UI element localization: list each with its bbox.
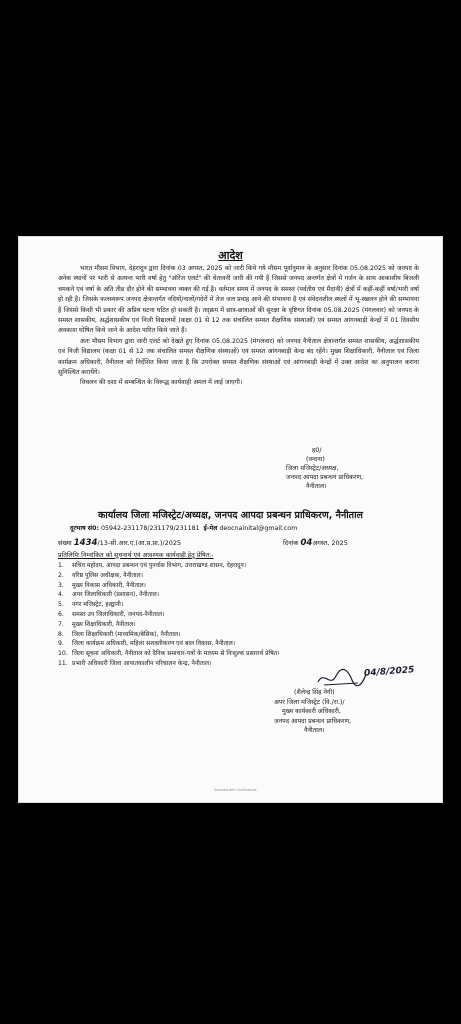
list-text: अपर जिलाधिकारी (प्रशासन), नैनीताल। — [72, 591, 160, 599]
issuer-signature-block — [286, 446, 436, 491]
document-page — [18, 236, 443, 803]
list-item — [58, 571, 438, 581]
distribution-list — [58, 561, 438, 669]
phone-label: दूरभाष सं0: — [70, 525, 99, 532]
list-item — [58, 590, 438, 600]
list-number: 2. — [58, 571, 64, 579]
list-text: वरिष्ठ पुलिस अधीक्षक, नैनीताल। — [72, 571, 143, 579]
list-text: मुख्य शिक्षाधिकारी, नैनीताल। — [72, 620, 136, 628]
order-paragraph: भारत मौसम विभाग, देहरादून द्वारा दिनांक 03 अगस्त, 2025 को जारी किये गये मौसम पूर्वानुमान के अनुसार दिनांक 05.08.2025 को जनपद के अनेक स्थानों पर भारी से अत्यन्त भारी वर्षा हेतु "ऑरेंज एलर्ट" की चेतावनी जारी की गयी है जिससे जनपद अन्तर्गत क्षेत्रों में गर्जन के साथ आकाशीय बिजली चमकने एवं वर्षा के अति तीव्र दौर होने की सम्भावना व्यक्त की गई है। वर्तमान समय में जनपद के समस्त (पर्वतीय एवं मैदानी) क्षेत्रों में कहीं-कहीं वर्षा/भारी वर्षा हो रही है। जिसके फलस्वरूप जनपद क्षेत्रान्तर्गत नदियों/नालों/गदेरों में तेज जल प्रवाह आने की संभावना है एवं संवेदनशील स्थलों में भू-स्खलन होने की सम्भावना है जिससे किसी भी प्रकार की अप्रिय घटना घटित हो सकती है। तद्क्रम में छात्र-छात्राओं की सुरक्षा के दृष्टिगत दिनांक 05.08.2025 (मंगलवार) को जनपद के समस्त शासकीय, अर्द्धशासकीय एवं निजी विद्यालयों (कक्षा 01 से 12 तक संचालित समस्त शैक्षणिक संस्थाओं) एवं समस्त आंगनबाड़ी केन्द्रों में 01 दिवसीय अवकाश घोषित किये जाने के आदेश पारित किये जाते हैं। — [58, 265, 419, 335]
list-text: जिला सूचना अधिकारी, नैनीताल को दैनिक समाचार-पत्रों के माध्यम से निःशुल्क प्रसारार्थ प्रेषित। — [72, 650, 280, 658]
copy-to-heading: प्रतिलिपिः निम्नांकित को सूचनार्थ एवं आवश्यक कार्यवाही हेतु प्रेषित:- — [58, 552, 214, 559]
list-item — [58, 630, 438, 640]
officer-signature-block — [274, 688, 434, 736]
order-title: आदेश — [218, 249, 243, 262]
list-item — [58, 561, 438, 571]
list-item — [58, 600, 438, 610]
email-address: deocnainital@gmail.com — [219, 525, 298, 532]
list-number: 7. — [58, 620, 64, 628]
reference-prefix: संख्या — [58, 539, 72, 547]
issuer-name: (वन्दना) — [306, 456, 325, 463]
handwritten-date: 04/8/2025 — [363, 665, 415, 679]
list-number: 8. — [58, 630, 64, 638]
list-text: जिला कार्यक्रम अधिकारी, महिला सशक्तीकरण एवं बाल विकास, नैनीताल। — [72, 640, 236, 648]
reference-date — [283, 538, 348, 548]
office-heading: कार्यालय जिला मजिस्ट्रेट/अध्यक्ष, जनपद आपदा प्रबन्धन प्राधिकरण, नैनीताल — [97, 510, 364, 521]
issuer-place: नैनीताल। — [306, 483, 327, 490]
list-text: नगर मजिस्ट्रेट, हल्द्वानी। — [72, 601, 124, 609]
list-text: सचिव महोदय, आपदा प्रबन्धन एवं पुनर्वास विभाग, उत्तराखण्ड शासन, देहरादून। — [72, 562, 247, 569]
list-number: 5. — [58, 601, 64, 609]
list-item — [58, 610, 438, 620]
reference-code: /13-सी.आर.ए.(आ.प्र.प्रा.)/2025 — [97, 539, 182, 547]
officer-authority: जनपद आपदा प्रबन्धन प्राधिकरण, — [274, 717, 352, 725]
list-number: 3. — [58, 581, 64, 589]
list-number: 4. — [58, 591, 64, 599]
officer-place: नैनीताल। — [304, 727, 325, 735]
officer-designation: अपर जिला मजिस्ट्रेट (वि./रा.)/ — [274, 698, 345, 706]
scanner-footer: Scanned with CamScanner — [214, 788, 257, 792]
officer-role: मुख्य कार्यकारी अधिकारी, — [282, 708, 341, 716]
officer-name: (शैलेन्द्र सिंह नेगी) — [294, 689, 335, 696]
list-text: समस्त उप जिलाधिकारी, जनपद-नैनीताल। — [72, 610, 165, 618]
list-number: 10. — [58, 650, 68, 658]
contact-line — [70, 523, 297, 532]
date-prefix: दिनांक — [283, 539, 299, 547]
list-item — [58, 639, 438, 649]
reference-number — [58, 538, 181, 548]
list-number: 6. — [58, 610, 64, 618]
order-body — [58, 264, 419, 389]
list-item — [58, 620, 438, 630]
issuer-authority: जनपद आपदा प्रबन्धन प्राधिकरण, — [286, 474, 364, 481]
list-text: जिला शिक्षाधिकारी (माध्यमिक/बेसिक), नैनीताल। — [72, 630, 181, 638]
email-label: ई-मेल — [203, 525, 218, 532]
list-number: 11. — [58, 659, 68, 667]
issuer-sd: ह0/ — [312, 447, 322, 454]
list-number: 9. — [58, 640, 64, 648]
list-item — [58, 581, 438, 591]
list-text: प्रभारी अधिकारी जिला आपातकालीन परिचालन केन्द्र, नैनीताल। — [72, 659, 212, 667]
list-number: 1. — [58, 562, 64, 569]
phone-number: 05942-231178/231179/231181 — [100, 525, 200, 532]
order-paragraph: अतः मौसम विभाग द्वारा जारी एलर्ट को देखते हुए दिनांक 05.08.2025 (मंगलवार) को जनपद नैनीताल क्षेत्रान्तर्गत समस्त शासकीय, अर्द्धशासकीय एवं निजी विद्यालय (कक्षा 01 से 12 तक संचालित समस्त शैक्षणिक संस्थाओं) एवं समस्त आंगनबाड़ी केन्द्र बंद रहेंगे। मुख्य शिक्षाधिकारी, नैनीताल एवं जिला कार्यक्रम अधिकारी, नैनीताल को निर्देशित किया जाता है कि उपरोक्त समस्त शैक्षणिक संस्थाओं एवं आंगनबाड़ी केन्द्रों में उक्त आदेश का अनुपालन कराना सुनिश्चित करायेंगे। — [58, 337, 419, 377]
order-paragraph: विचलन की दशा में सम्बन्धित के विरूद्ध कार्यवाही अमल में लाई जाएगी। — [80, 379, 243, 387]
issuer-designation: जिला मजिस्ट्रेट/अध्यक्ष, — [286, 465, 339, 472]
date-handwritten-day: 04 — [300, 538, 313, 548]
reference-handwritten-number: 1434 — [73, 538, 98, 548]
date-month-year: अगस्त, 2025 — [312, 539, 348, 547]
list-item — [58, 649, 438, 659]
list-text: मुख्य विकास अधिकारी, नैनीताल। — [72, 581, 146, 589]
